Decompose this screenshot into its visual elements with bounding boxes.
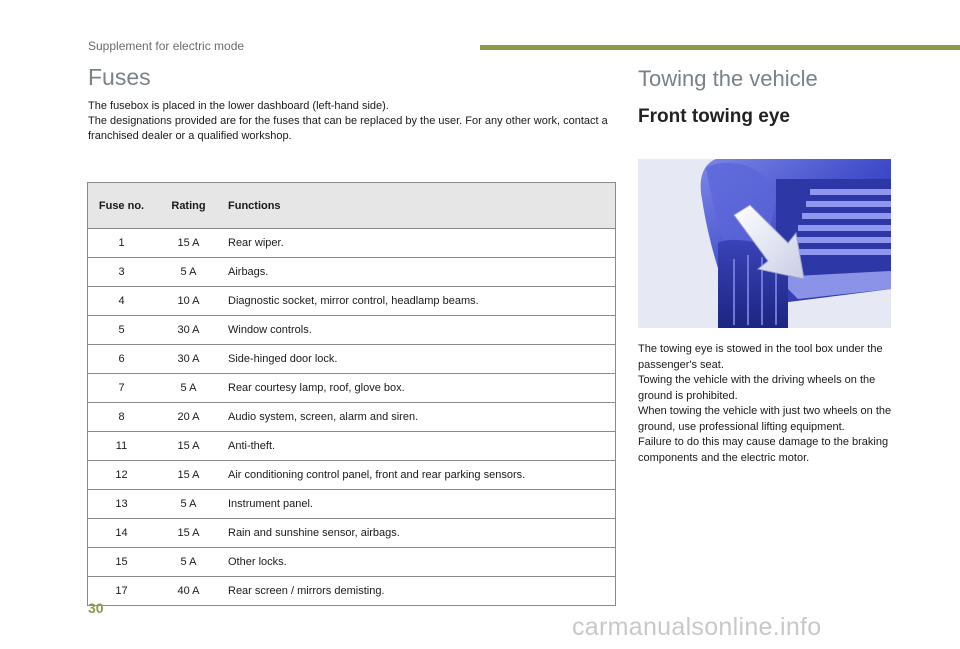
fuse-no-cell: 11 (88, 432, 156, 461)
rating-cell: 30 A (155, 316, 222, 345)
page-number: 30 (88, 600, 104, 616)
table-row (88, 548, 616, 577)
fuse-no-cell: 6 (88, 345, 156, 374)
fuse-no-cell: 17 (88, 577, 156, 606)
table-row (88, 287, 616, 316)
function-cell: Other locks. (222, 548, 616, 577)
rating-cell: 40 A (155, 577, 222, 606)
rating-cell: 10 A (155, 287, 222, 316)
table-row (88, 316, 616, 345)
towing-line-4: Failure to do this may cause damage to the braking components and the electric motor. (638, 436, 889, 464)
fuse-no-cell: 14 (88, 519, 156, 548)
fuse-table (87, 182, 616, 606)
function-cell: Rear wiper. (222, 229, 616, 258)
function-cell: Airbags. (222, 258, 616, 287)
table-row (88, 577, 616, 606)
rating-cell: 5 A (155, 258, 222, 287)
function-cell: Instrument panel. (222, 490, 616, 519)
rating-cell: 15 A (155, 432, 222, 461)
header-functions: Functions (222, 183, 616, 229)
table-row (88, 345, 616, 374)
table-row (88, 519, 616, 548)
table-row (88, 490, 616, 519)
fuses-title: Fuses (88, 64, 151, 90)
fuse-no-cell: 5 (88, 316, 156, 345)
section-header: Supplement for electric mode (88, 39, 245, 53)
function-cell: Rain and sunshine sensor, airbags. (222, 519, 616, 548)
rating-cell: 15 A (155, 229, 222, 258)
fuse-no-cell: 15 (88, 548, 156, 577)
fuse-no-cell: 8 (88, 403, 156, 432)
table-row (88, 229, 616, 258)
table-row (88, 403, 616, 432)
fuse-no-cell: 1 (88, 229, 156, 258)
towing-line-2: Towing the vehicle with the driving wheels on the ground is prohibited. (638, 374, 876, 402)
rating-cell: 5 A (155, 490, 222, 519)
function-cell: Rear courtesy lamp, roof, glove box. (222, 374, 616, 403)
table-row (88, 374, 616, 403)
table-row (88, 461, 616, 490)
function-cell: Rear screen / mirrors demisting. (222, 577, 616, 606)
function-cell: Anti-theft. (222, 432, 616, 461)
towing-eye-drawing (638, 159, 891, 328)
function-cell: Audio system, screen, alarm and siren. (222, 403, 616, 432)
table-row (88, 258, 616, 287)
towing-line-1: The towing eye is stowed in the tool box under the passenger's seat. (638, 343, 883, 371)
towing-line-3: When towing the vehicle with just two wheels on the ground, use professional lifting equipment. (638, 405, 892, 433)
fuses-intro-line-2: The designations provided are for the fuses that can be replaced by the user. For any other work, contact a franchised dealer or a qualified workshop. (88, 115, 608, 142)
header-fuse-no: Fuse no. (88, 183, 156, 229)
rating-cell: 30 A (155, 345, 222, 374)
fuses-intro (88, 99, 613, 144)
fuse-table-header-row (88, 183, 616, 229)
fuse-no-cell: 13 (88, 490, 156, 519)
rating-cell: 20 A (155, 403, 222, 432)
fuse-no-cell: 3 (88, 258, 156, 287)
fuse-no-cell: 12 (88, 461, 156, 490)
towing-subtitle: Front towing eye (638, 106, 790, 127)
fuse-no-cell: 4 (88, 287, 156, 316)
function-cell: Side-hinged door lock. (222, 345, 616, 374)
rating-cell: 15 A (155, 519, 222, 548)
function-cell: Window controls. (222, 316, 616, 345)
header-rating: Rating (155, 183, 222, 229)
table-row (88, 432, 616, 461)
fuses-intro-line-1: The fusebox is placed in the lower dashboard (left-hand side). (88, 100, 389, 112)
towing-title: Towing the vehicle (638, 66, 818, 91)
towing-description (638, 342, 893, 466)
rating-cell: 5 A (155, 374, 222, 403)
function-cell: Air conditioning control panel, front and rear parking sensors. (222, 461, 616, 490)
function-cell: Diagnostic socket, mirror control, headlamp beams. (222, 287, 616, 316)
rating-cell: 15 A (155, 461, 222, 490)
fuse-no-cell: 7 (88, 374, 156, 403)
watermark-link[interactable]: carmanualsonline.info (572, 613, 822, 641)
rating-cell: 5 A (155, 548, 222, 577)
header-accent-bar (480, 45, 960, 50)
towing-eye-illustration (638, 159, 891, 328)
